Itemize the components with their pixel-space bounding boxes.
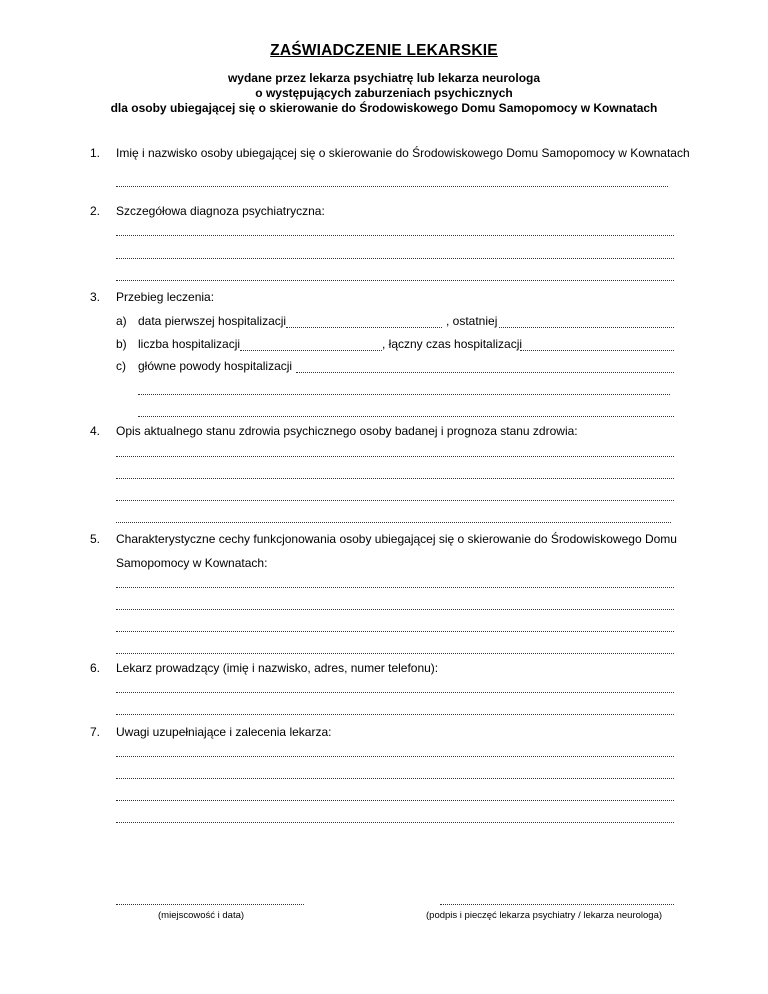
hospitalization-reasons-field[interactable] [296, 371, 674, 373]
hospitalization-count-label: liczba hospitalizacji [138, 337, 241, 351]
section-5-fill-line[interactable] [116, 608, 674, 610]
section-3-label: Przebieg leczenia: [116, 290, 215, 304]
section-6-fill-line[interactable] [116, 691, 674, 693]
section-3b-marker: b) [116, 337, 127, 351]
place-date-caption: (miejscowość i data) [158, 910, 245, 921]
section-6-number: 6. [90, 661, 101, 675]
first-hospitalization-label: data pierwszej hospitalizacji [138, 314, 287, 328]
section-3a-marker: a) [116, 314, 127, 328]
section-1-fill-line[interactable] [116, 185, 668, 187]
place-date-field[interactable] [116, 903, 304, 905]
section-2-number: 2. [90, 204, 101, 218]
section-5-number: 5. [90, 532, 101, 546]
section-5-label-line-1: Charakterystyczne cechy funkcjonowania osoby ubiegającej się o skierowanie do Środowiskowego Domu [116, 532, 677, 546]
section-7-number: 7. [90, 725, 101, 739]
section-4-fill-line[interactable] [116, 521, 671, 523]
section-2-fill-line[interactable] [116, 234, 674, 236]
section-3c-marker: c) [116, 359, 126, 373]
section-5-fill-line[interactable] [116, 652, 674, 654]
section-1-number: 1. [90, 146, 101, 160]
section-2-label: Szczegółowa diagnoza psychiatryczna: [116, 204, 325, 218]
section-3-number: 3. [90, 290, 101, 304]
section-5-label-line-2: Samopomocy w Kownatach: [116, 556, 268, 570]
last-hospitalization-label: , ostatniej [446, 314, 498, 328]
section-4-number: 4. [90, 424, 101, 438]
subtitle-line-1: wydane przez lekarza psychiatrę lub lekarza neurologa [227, 71, 541, 85]
section-7-label: Uwagi uzupełniające i zalecenia lekarza: [116, 725, 332, 739]
first-hospitalization-date-field[interactable] [286, 326, 442, 328]
hospitalization-reasons-field[interactable] [138, 393, 670, 395]
section-4-fill-line[interactable] [116, 499, 674, 501]
subtitle-line-3: dla osoby ubiegającej się o skierowanie do Środowiskowego Domu Samopomocy w Kownatach [110, 101, 658, 115]
section-5-fill-line[interactable] [116, 630, 674, 632]
hospitalization-count-field[interactable] [240, 349, 382, 351]
section-7-fill-line[interactable] [116, 821, 674, 823]
section-7-fill-line[interactable] [116, 799, 674, 801]
section-4-fill-line[interactable] [116, 455, 674, 457]
section-6-label: Lekarz prowadzący (imię i nazwisko, adres, numer telefonu): [116, 661, 439, 675]
subtitle-line-2: o występujących zaburzeniach psychicznych [255, 86, 513, 100]
section-7-fill-line[interactable] [116, 777, 674, 779]
document-title: ZAŚWIADCZENIE LEKARSKIE [270, 42, 498, 59]
section-1-label: Imię i nazwisko osoby ubiegającej się o skierowanie do Środowiskowego Domu Samopomocy w Kownatach [116, 146, 690, 160]
section-2-fill-line[interactable] [116, 257, 674, 259]
section-4-fill-line[interactable] [116, 477, 674, 479]
section-5-fill-line[interactable] [116, 586, 674, 588]
signature-field[interactable] [440, 903, 674, 905]
section-4-label: Opis aktualnego stanu zdrowia psychicznego osoby badanej i prognoza stanu zdrowia: [116, 424, 578, 438]
section-6-fill-line[interactable] [116, 713, 674, 715]
last-hospitalization-date-field[interactable] [499, 326, 674, 328]
hospitalization-reasons-field[interactable] [138, 415, 674, 417]
signature-caption: (podpis i pieczęć lekarza psychiatry / lekarza neurologa) [426, 910, 663, 921]
section-2-fill-line[interactable] [116, 279, 674, 281]
section-7-fill-line[interactable] [116, 755, 674, 757]
total-hospitalization-time-label: , łączny czas hospitalizacji [382, 337, 523, 351]
hospitalization-reasons-label: główne powody hospitalizacji [138, 359, 293, 373]
total-hospitalization-time-field[interactable] [520, 349, 674, 351]
